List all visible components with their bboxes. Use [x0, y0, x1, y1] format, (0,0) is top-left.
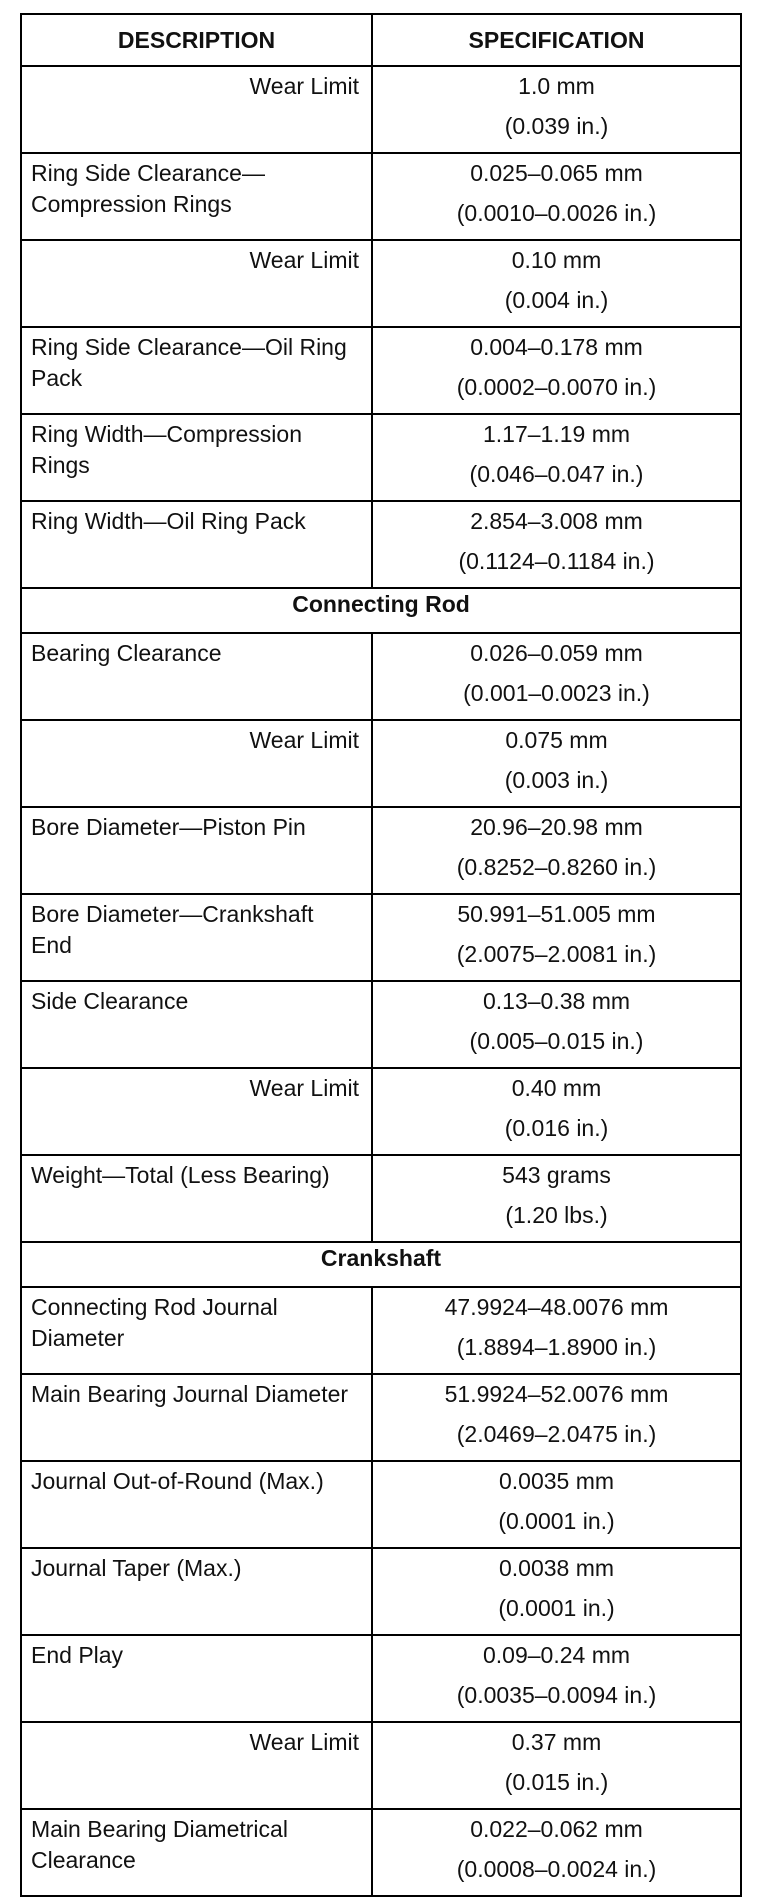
section-title: Connecting Rod	[21, 588, 741, 633]
description-text: Ring Width—Compression Rings	[31, 421, 302, 478]
section-header-row	[21, 588, 741, 633]
specification-cell	[372, 1155, 741, 1242]
imperial-value: (0.039 in.)	[504, 113, 609, 139]
wear-limit-label	[21, 240, 372, 327]
description-text: Wear Limit	[249, 247, 359, 273]
metric-value: 51.9924–52.0076 mm	[444, 1381, 669, 1407]
description-cell	[21, 1287, 372, 1374]
table-row	[21, 633, 741, 720]
table-row	[21, 1155, 741, 1242]
metric-value: 0.09–0.24 mm	[482, 1642, 631, 1668]
table-row	[21, 1809, 741, 1896]
specification-cell	[372, 240, 741, 327]
imperial-value: (0.0001 in.)	[498, 1508, 615, 1534]
imperial-value: (0.015 in.)	[504, 1769, 609, 1795]
specification-cell	[372, 720, 741, 807]
description-cell	[21, 894, 372, 981]
imperial-value: (0.046–0.047 in.)	[469, 461, 644, 487]
specification-cell	[372, 1722, 741, 1809]
description-cell	[21, 1155, 372, 1242]
table-row	[21, 1461, 741, 1548]
specification-cell	[372, 1809, 741, 1896]
description-cell	[21, 807, 372, 894]
description-text: Ring Side Clearance—Compression Rings	[31, 160, 265, 217]
table-row	[21, 66, 741, 153]
table-row	[21, 240, 741, 327]
description-text: Weight—Total (Less Bearing)	[31, 1162, 330, 1188]
specification-cell	[372, 501, 741, 588]
specification-cell	[372, 1548, 741, 1635]
specification-cell	[372, 1287, 741, 1374]
description-text: Bore Diameter—Crankshaft End	[31, 901, 314, 958]
wear-limit-label	[21, 66, 372, 153]
specification-cell	[372, 633, 741, 720]
description-text: Bore Diameter—Piston Pin	[31, 814, 306, 840]
wear-limit-label	[21, 1068, 372, 1155]
specification-cell	[372, 807, 741, 894]
specification-cell	[372, 1068, 741, 1155]
table-row	[21, 1068, 741, 1155]
metric-value: 0.0035 mm	[498, 1468, 615, 1494]
description-cell	[21, 327, 372, 414]
imperial-value: (2.0075–2.0081 in.)	[456, 941, 657, 967]
metric-value: 1.17–1.19 mm	[482, 421, 631, 447]
description-text: Ring Side Clearance—Oil Ring Pack	[31, 334, 347, 391]
table-row	[21, 1635, 741, 1722]
metric-value: 0.004–0.178 mm	[470, 334, 643, 360]
description-text: Ring Width—Oil Ring Pack	[31, 508, 306, 534]
table-row	[21, 1548, 741, 1635]
table-row	[21, 1722, 741, 1809]
description-cell	[21, 1809, 372, 1896]
table-row	[21, 1287, 741, 1374]
description-text: Main Bearing Journal Diameter	[31, 1381, 349, 1407]
description-text: Journal Taper (Max.)	[31, 1555, 242, 1581]
description-cell	[21, 414, 372, 501]
section-header-row	[21, 1242, 741, 1287]
metric-value: 543 grams	[502, 1162, 611, 1188]
metric-value: 20.96–20.98 mm	[470, 814, 643, 840]
table-row	[21, 807, 741, 894]
spec-table	[20, 13, 742, 1897]
imperial-value: (0.0035–0.0094 in.)	[456, 1682, 657, 1708]
description-cell	[21, 633, 372, 720]
description-text: Side Clearance	[31, 988, 189, 1014]
section-title: Crankshaft	[21, 1242, 741, 1287]
metric-value: 2.854–3.008 mm	[470, 508, 643, 534]
metric-value: 0.0038 mm	[498, 1555, 615, 1581]
specification-header: SPECIFICATION	[372, 14, 741, 66]
table-row	[21, 981, 741, 1068]
description-cell	[21, 1635, 372, 1722]
specification-cell	[372, 894, 741, 981]
imperial-value: (0.016 in.)	[504, 1115, 609, 1141]
description-header: DESCRIPTION	[21, 14, 372, 66]
table-header	[21, 14, 741, 66]
metric-value: 0.37 mm	[511, 1729, 602, 1755]
imperial-value: (0.0010–0.0026 in.)	[456, 200, 657, 226]
metric-value: 0.40 mm	[511, 1075, 602, 1101]
description-text: Bearing Clearance	[31, 640, 222, 666]
description-cell	[21, 1548, 372, 1635]
metric-value: 0.026–0.059 mm	[470, 640, 643, 666]
table-row	[21, 327, 741, 414]
description-text: Connecting Rod Journal Diameter	[31, 1294, 278, 1351]
imperial-value: (0.0002–0.0070 in.)	[456, 374, 657, 400]
description-cell	[21, 501, 372, 588]
metric-value: 0.022–0.062 mm	[470, 1816, 643, 1842]
table-row	[21, 894, 741, 981]
metric-value: 47.9924–48.0076 mm	[444, 1294, 669, 1320]
metric-value: 0.13–0.38 mm	[482, 988, 631, 1014]
specification-cell	[372, 327, 741, 414]
specification-cell	[372, 1461, 741, 1548]
description-text: End Play	[31, 1642, 124, 1668]
description-cell	[21, 1461, 372, 1548]
metric-value: 0.10 mm	[511, 247, 602, 273]
header-row	[21, 14, 741, 66]
imperial-value: (0.0001 in.)	[498, 1595, 615, 1621]
specification-cell	[372, 153, 741, 240]
description-text: Wear Limit	[249, 1729, 359, 1755]
description-cell	[21, 1374, 372, 1461]
wear-limit-label	[21, 720, 372, 807]
table-row	[21, 153, 741, 240]
description-text: Wear Limit	[249, 73, 359, 99]
specification-cell	[372, 414, 741, 501]
description-cell	[21, 981, 372, 1068]
table-row	[21, 720, 741, 807]
metric-value: 0.075 mm	[505, 727, 608, 753]
specification-cell	[372, 981, 741, 1068]
imperial-value: (0.004 in.)	[504, 287, 609, 313]
description-text: Wear Limit	[249, 727, 359, 753]
table-row	[21, 501, 741, 588]
wear-limit-label	[21, 1722, 372, 1809]
metric-value: 0.025–0.065 mm	[470, 160, 643, 186]
specification-cell	[372, 66, 741, 153]
table-body	[21, 66, 741, 1896]
metric-value: 1.0 mm	[518, 73, 595, 99]
imperial-value: (0.1124–0.1184 in.)	[458, 548, 655, 574]
specification-cell	[372, 1635, 741, 1722]
description-cell	[21, 153, 372, 240]
imperial-value: (0.001–0.0023 in.)	[463, 680, 650, 706]
specification-cell	[372, 1374, 741, 1461]
description-text: Main Bearing Diametrical Clearance	[31, 1816, 288, 1873]
imperial-value: (0.003 in.)	[504, 767, 609, 793]
imperial-value: (1.20 lbs.)	[505, 1202, 608, 1228]
imperial-value: (0.005–0.015 in.)	[469, 1028, 644, 1054]
imperial-value: (0.8252–0.8260 in.)	[456, 854, 657, 880]
table-row	[21, 1374, 741, 1461]
metric-value: 50.991–51.005 mm	[457, 901, 656, 927]
imperial-value: (0.0008–0.0024 in.)	[456, 1856, 657, 1882]
imperial-value: (2.0469–2.0475 in.)	[456, 1421, 657, 1447]
description-text: Journal Out-of-Round (Max.)	[31, 1468, 324, 1494]
description-text: Wear Limit	[249, 1075, 359, 1101]
table-row	[21, 414, 741, 501]
imperial-value: (1.8894–1.8900 in.)	[456, 1334, 657, 1360]
